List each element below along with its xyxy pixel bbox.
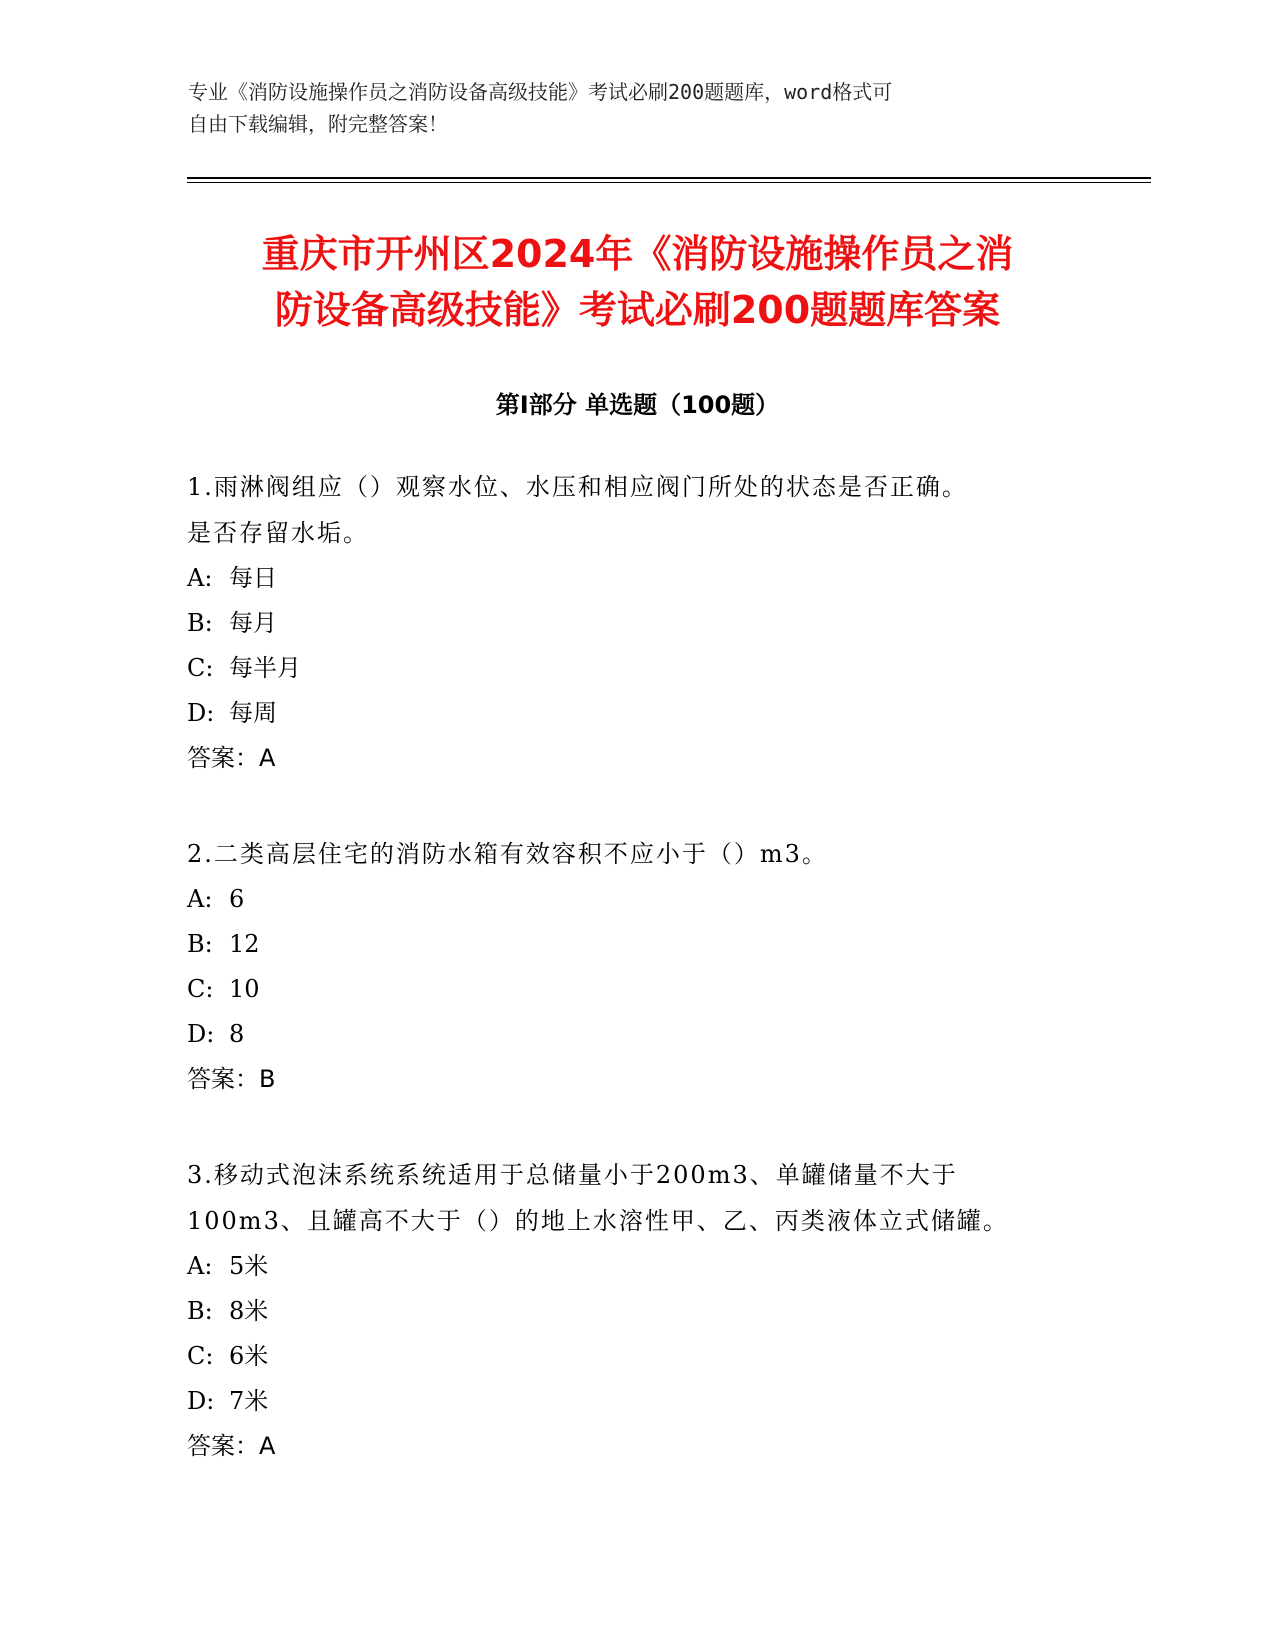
- answer-line: 答案：B: [187, 1065, 276, 1093]
- section-heading: 第Ⅰ部分 单选题（100题）: [495, 391, 780, 419]
- option-d: [187, 1012, 1087, 1057]
- option-text: 8米: [229, 1297, 269, 1325]
- question-stem: [187, 464, 1087, 556]
- question-item: [187, 464, 1087, 781]
- header-note: [188, 76, 1068, 140]
- option-text: 7米: [229, 1387, 269, 1415]
- option-key: C:: [187, 1342, 214, 1370]
- option-text: 6: [229, 885, 245, 913]
- option-b: [187, 922, 1087, 967]
- question-item: [187, 1152, 1087, 1469]
- option-b: [187, 601, 1087, 646]
- question-stem-line: 2.二类高层住宅的消防水箱有效容积不应小于（）m3。: [187, 840, 828, 868]
- option-text: 每月: [229, 609, 277, 637]
- option-key: A:: [187, 564, 213, 592]
- option-key: B:: [187, 930, 213, 958]
- option-key: B:: [187, 609, 213, 637]
- option-key: D:: [187, 699, 215, 727]
- header-divider-thick: [187, 177, 1151, 179]
- question-stem-line: 1.雨淋阀组应（）观察水位、水压和相应阀门所处的状态是否正确。: [187, 473, 968, 501]
- document-title-line: 重庆市开州区2024年《消防设施操作员之消: [261, 232, 1014, 276]
- question-stem: [187, 1152, 1087, 1244]
- option-a: [187, 556, 1087, 601]
- option-text: 6米: [229, 1342, 269, 1370]
- option-text: 5米: [229, 1252, 269, 1280]
- header-note-line: 专业《消防设施操作员之消防设备高级技能》考试必刷200题题库，word格式可: [188, 80, 893, 104]
- option-text: 10: [229, 975, 260, 1003]
- option-c: [187, 967, 1087, 1012]
- answer-line: 答案：A: [187, 1432, 276, 1460]
- document-title: [120, 226, 1155, 338]
- option-c: [187, 1334, 1087, 1379]
- question-stem-line: 100m3、且罐高不大于（）的地上水溶性甲、乙、丙类液体立式储罐。: [187, 1207, 1009, 1235]
- option-a: [187, 877, 1087, 922]
- option-key: A:: [187, 885, 213, 913]
- question-stem-line: 3.移动式泡沫系统系统适用于总储量小于200m3、单罐储量不大于: [187, 1161, 958, 1189]
- option-key: C:: [187, 654, 214, 682]
- option-d: [187, 1379, 1087, 1424]
- option-text: 12: [229, 930, 260, 958]
- option-text: 8: [229, 1020, 245, 1048]
- answer-line: 答案：A: [187, 744, 276, 772]
- option-key: B:: [187, 1297, 213, 1325]
- option-key: D:: [187, 1387, 215, 1415]
- header-divider-thin: [187, 182, 1151, 183]
- option-c: [187, 646, 1087, 691]
- option-b: [187, 1289, 1087, 1334]
- option-text: 每日: [229, 564, 277, 592]
- header-note-line: 自由下载编辑，附完整答案！: [188, 112, 448, 136]
- option-text: 每半月: [229, 654, 301, 682]
- option-key: C:: [187, 975, 214, 1003]
- option-text: 每周: [229, 699, 277, 727]
- question-item: [187, 831, 1087, 1102]
- question-stem-line: 是否存留水垢。: [187, 519, 369, 547]
- option-d: [187, 691, 1087, 736]
- document-title-line: 防设备高级技能》考试必刷200题题库答案: [274, 288, 1001, 332]
- option-key: D:: [187, 1020, 215, 1048]
- option-key: A:: [187, 1252, 213, 1280]
- question-stem: [187, 831, 1087, 877]
- option-a: [187, 1244, 1087, 1289]
